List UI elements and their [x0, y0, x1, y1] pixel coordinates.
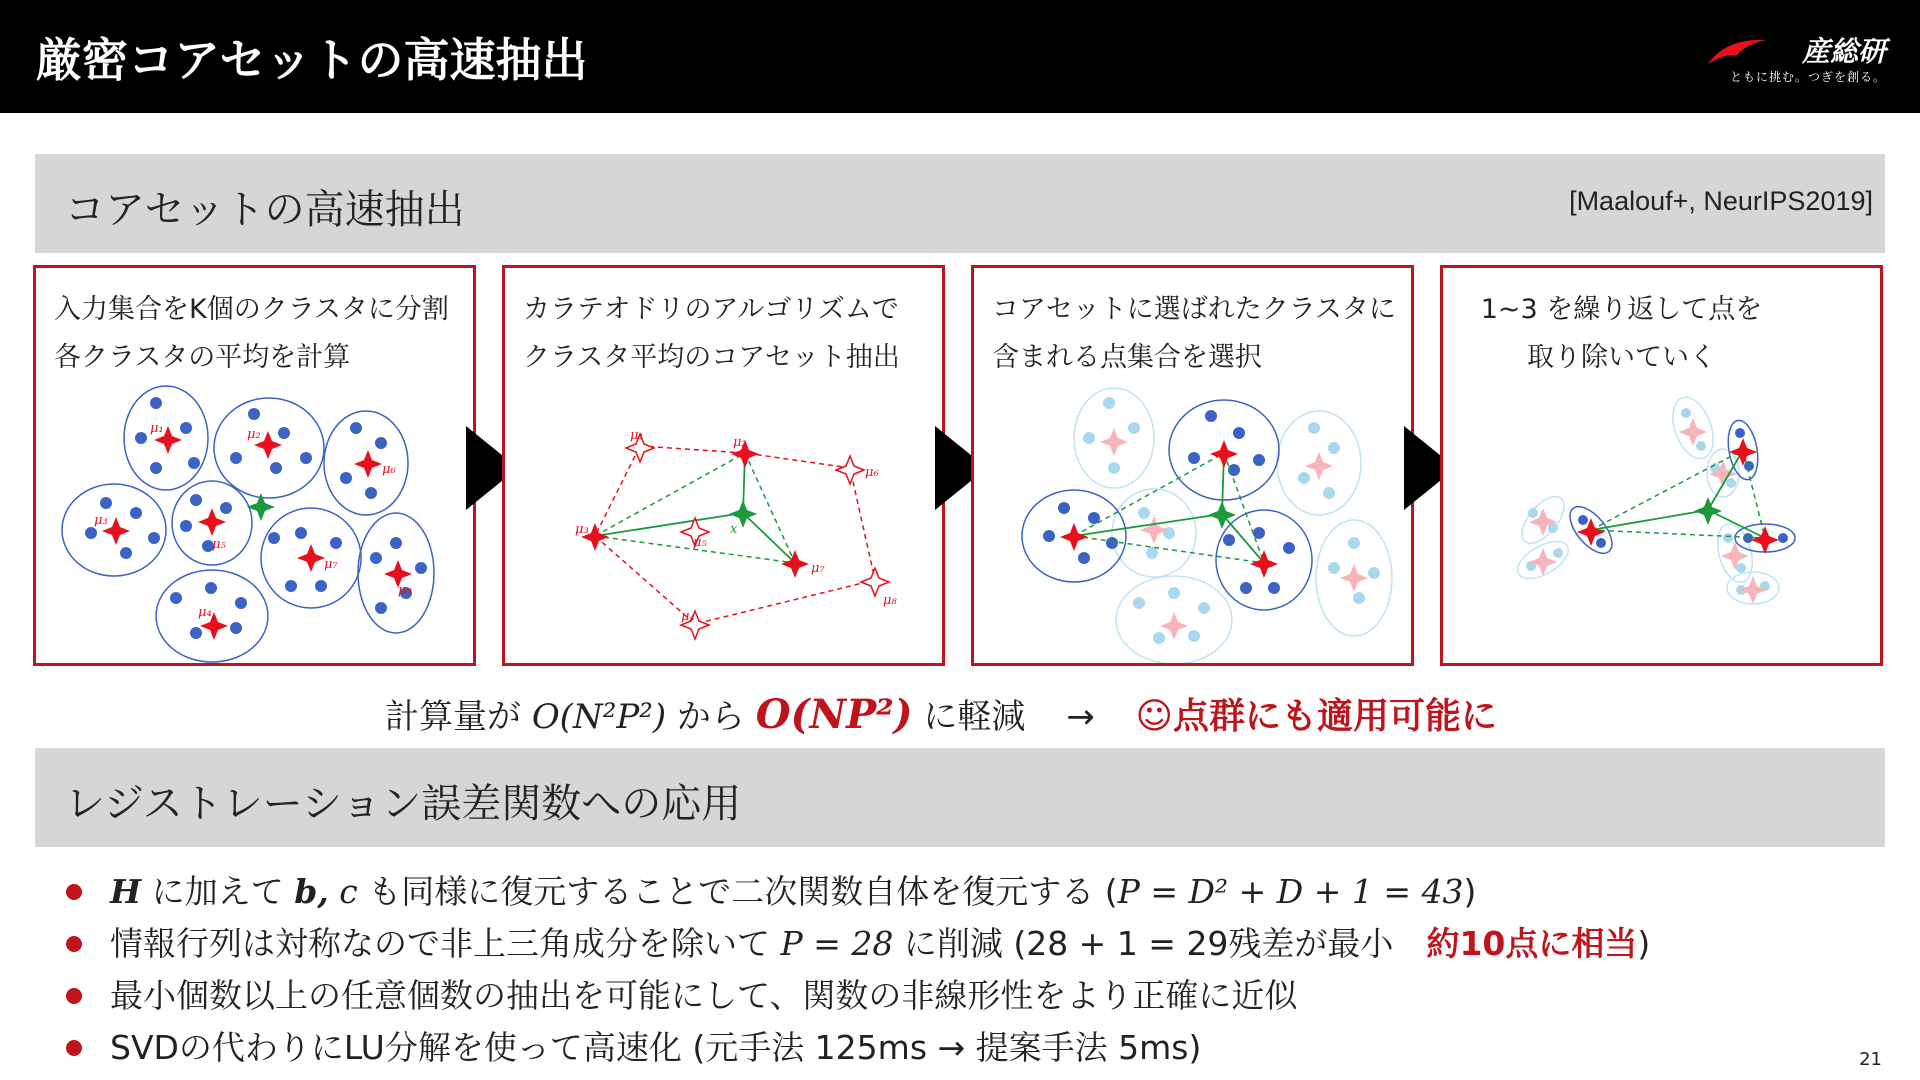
svg-text:μ₈: μ₈	[883, 593, 897, 608]
bullet-2-text-2: に削減 (28 + 1 = 29残差が最小	[903, 924, 1427, 963]
slide-title: 厳密コアセットの高速抽出	[36, 33, 588, 87]
step-panel-2	[502, 265, 945, 666]
bullet-dot	[66, 936, 82, 952]
svg-text:x: x	[730, 522, 738, 537]
svg-text:μ₆: μ₆	[865, 465, 879, 480]
complexity-to: O(NP²)	[755, 691, 913, 738]
bullet-dot	[66, 1040, 82, 1056]
faded-points	[1083, 397, 1380, 644]
bullet-4-text: SVDの代わりにLU分解を使って高速化 (元手法 125ms → 提案手法 5ms)	[110, 1028, 1202, 1067]
bullet-dot	[66, 988, 82, 1004]
svg-text:μ₄: μ₄	[681, 609, 695, 624]
reference-citation: [Maalouf+, NeurIPS2019]	[1569, 186, 1873, 216]
svg-text:μ₁: μ₁	[630, 428, 644, 443]
step-panel-3	[971, 265, 1414, 666]
svg-text:μ₈: μ₈	[398, 583, 412, 598]
bullet-dot	[66, 884, 82, 900]
step-3-line-1: コアセットに選ばれたクラスタに	[992, 294, 1396, 325]
bullet-item	[62, 866, 1650, 918]
bullet-1-c: c	[339, 872, 358, 911]
selected-means	[1060, 440, 1278, 578]
centroid-lines	[1591, 450, 1765, 538]
step-4-line-1: 1~3 を繰り返して点を	[1480, 294, 1763, 325]
faded-means	[1529, 418, 1767, 604]
complexity-statement	[385, 688, 1497, 739]
complexity-from: O(N²P²)	[531, 697, 667, 737]
section-header-registration	[35, 748, 1885, 847]
selected-means	[581, 440, 809, 578]
bullet-2-equation: P = 28	[780, 924, 894, 963]
bullet-1-text-2: も同様に復元することで二次関数自体を復元する (	[368, 872, 1118, 911]
bullet-2-text-1: 情報行列は対称なので非上三角成分を除いて	[110, 924, 770, 963]
bullet-2-emphasis: 約10点に相当	[1426, 924, 1638, 963]
svg-text:μ₇: μ₇	[811, 561, 825, 576]
bullet-1-sep: ,	[317, 872, 329, 911]
other-means	[626, 434, 889, 639]
svg-text:μ₂: μ₂	[247, 427, 261, 442]
bullet-list	[62, 866, 1650, 1074]
step-panel-4	[1440, 265, 1883, 666]
section-title: コアセットの高速抽出	[65, 187, 465, 233]
svg-text:μ₃: μ₃	[94, 513, 108, 528]
bullet-1-equation: P = D² + D + 1 = 43	[1117, 872, 1464, 911]
svg-text:μ₂: μ₂	[733, 435, 747, 450]
complexity-from-word: から	[676, 697, 745, 737]
bullet-1-b: b	[294, 872, 318, 911]
complexity-suffix: に軽減	[923, 697, 1026, 737]
svg-text:μ₄: μ₄	[198, 605, 212, 620]
logo-tagline: ともに挑む。つぎを創る。	[1729, 70, 1886, 84]
bullet-2-text-3: )	[1637, 924, 1651, 963]
svg-text:μ₅: μ₅	[212, 537, 226, 552]
step-3-line-2: 含まれる点集合を選択	[992, 342, 1262, 373]
step-1-line-2: 各クラスタの平均を計算	[54, 342, 351, 373]
selected-clusters-diagram	[974, 268, 1411, 663]
step-panel-1	[33, 265, 476, 666]
caratheodory-diagram	[505, 268, 942, 663]
mean-labels	[94, 421, 412, 620]
aist-logo	[1706, 28, 1886, 88]
svg-text:μ₇: μ₇	[324, 557, 338, 572]
centroid-x	[1694, 497, 1722, 525]
step-1-line-1: 入力集合をK個のクラスタに分割	[54, 294, 449, 325]
page-number: 21	[1859, 1049, 1882, 1070]
bullet-3-text: 最小個数以上の任意個数の抽出を可能にして、関数の非線形性をより正確に近似	[110, 976, 1298, 1015]
title-bar	[0, 0, 1920, 113]
bullet-1-text-1: に加えて	[151, 872, 284, 911]
logo-name: 産総研	[1801, 35, 1886, 68]
bullet-item	[62, 1022, 1650, 1074]
svg-text:μ₁: μ₁	[150, 421, 164, 436]
bullet-1-h: H	[110, 872, 142, 911]
bullet-item	[62, 970, 1650, 1022]
bullet-1-text-3: )	[1463, 872, 1477, 911]
complexity-result: ☺点群にも適用可能に	[1135, 696, 1498, 737]
cluster-diagram-1	[36, 268, 473, 663]
svg-text:μ₃: μ₃	[575, 522, 589, 537]
logo-swoosh-icon	[1706, 34, 1776, 68]
svg-text:μ₆: μ₆	[382, 462, 396, 477]
complexity-prefix: 計算量が	[385, 697, 521, 737]
section-header-coreset	[35, 154, 1885, 253]
step-2-line-2: クラスタ平均のコアセット抽出	[523, 342, 900, 373]
section-title: レジストレーション誤差関数への応用	[65, 781, 742, 827]
step-4-line-2: 取り除いていく	[1527, 342, 1716, 373]
complexity-arrow: →	[1066, 697, 1095, 737]
step-2-line-1: カラテオドリのアルゴリズムで	[523, 294, 899, 325]
svg-text:μ₅: μ₅	[693, 535, 707, 550]
iterative-removal-diagram	[1443, 268, 1880, 663]
bullet-item	[62, 918, 1650, 970]
